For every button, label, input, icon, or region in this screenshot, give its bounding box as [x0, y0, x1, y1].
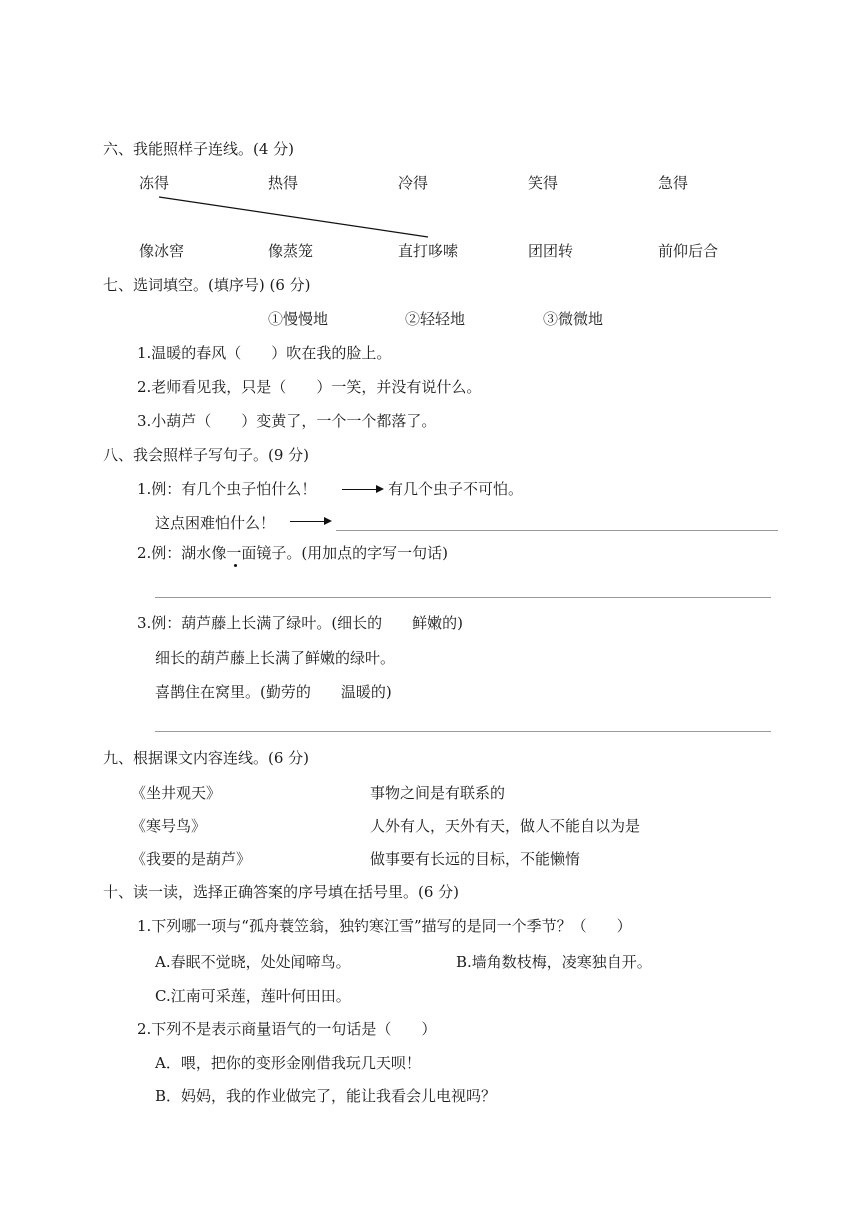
rewrite-prompt: 喜鹊住在窝里。(勤劳的 温暖的)	[155, 683, 392, 701]
example-result: 细长的葫芦藤上长满了鲜嫩的绿叶。	[155, 649, 396, 667]
arrow-icon	[342, 489, 382, 490]
answer-line	[155, 597, 771, 598]
moral-statement: 人外有人，天外有天，做人不能自以为是	[370, 817, 641, 835]
example-sentence: 2.例：湖水像一面镜子。(用加点的字写一句话)	[137, 544, 449, 562]
section-8-title: 八、我会照样子写句子。(9 分)	[103, 446, 310, 464]
match-bottom-word: 直打哆嗦	[398, 242, 459, 260]
match-top-word: 笑得	[528, 174, 559, 192]
example-result: 有几个虫子不可怕。	[388, 480, 524, 498]
section-9-title: 九、根据课文内容连线。(6 分)	[103, 749, 310, 767]
fill-blank-item: 3.小葫芦（ ）变黄了，一个一个都落了。	[137, 412, 437, 430]
example-sentence: 3.例：葫芦藤上长满了绿叶。(细长的 鲜嫩的)	[137, 614, 464, 632]
text-title: 《我要的是葫芦》	[131, 850, 252, 868]
text-title: 《寒号鸟》	[131, 817, 207, 835]
answer-option: A．喂，把你的变形金刚借我玩几天呗！	[155, 1054, 421, 1072]
match-bottom-word: 像冰窖	[139, 242, 185, 260]
fill-blank-item: 1.温暖的春风（ ）吹在我的脸上。	[137, 344, 392, 362]
match-bottom-word: 前仰后合	[658, 242, 719, 260]
word-option: ②轻轻地	[405, 310, 466, 328]
word-option: ①慢慢地	[268, 310, 329, 328]
text-title: 《坐井观天》	[131, 784, 222, 802]
question: 2.下列不是表示商量语气的一句话是（ ）	[137, 1020, 437, 1038]
answer-option: B．妈妈，我的作业做完了，能让我看会儿电视吗？	[155, 1087, 497, 1105]
answer-option: A.春眠不觉晓，处处闻啼鸟。	[155, 953, 351, 971]
answer-option: C.江南可采莲，莲叶何田田。	[155, 987, 351, 1005]
match-top-word: 冷得	[398, 174, 429, 192]
rewrite-prompt: 这点困难怕什么！	[155, 514, 276, 532]
question: 1.下列哪一项与“孤舟蓑笠翁，独钓寒江雪”描写的是同一个季节？（ ）	[137, 917, 632, 935]
dotted-char: 像	[211, 544, 227, 562]
example-sentence: 1.例：有几个虫子怕什么！	[137, 480, 317, 498]
fill-blank-item: 2.老师看见我，只是（ ）一笑，并没有说什么。	[137, 378, 482, 396]
match-top-word: 热得	[268, 174, 299, 192]
match-bottom-word: 团团转	[528, 242, 574, 260]
section-7-title: 七、选词填空。(填序号) (6 分)	[103, 276, 311, 294]
moral-statement: 做事要有长远的目标，不能懒惰	[370, 850, 581, 868]
match-bottom-word: 像蒸笼	[268, 242, 314, 260]
emphasis-dot	[234, 564, 237, 567]
answer-line	[155, 731, 771, 732]
match-top-word: 急得	[658, 174, 689, 192]
section-10-title: 十、读一读，选择正确答案的序号填在括号里。(6 分)	[103, 883, 460, 901]
section-6-title: 六、我能照样子连线。(4 分)	[103, 140, 295, 158]
moral-statement: 事物之间是有联系的	[370, 784, 506, 802]
match-top-word: 冻得	[139, 174, 170, 192]
answer-option: B.墙角数枝梅，凌寒独自开。	[456, 953, 652, 971]
arrow-icon	[290, 521, 330, 522]
answer-line	[336, 530, 778, 531]
word-option: ③微微地	[543, 310, 604, 328]
